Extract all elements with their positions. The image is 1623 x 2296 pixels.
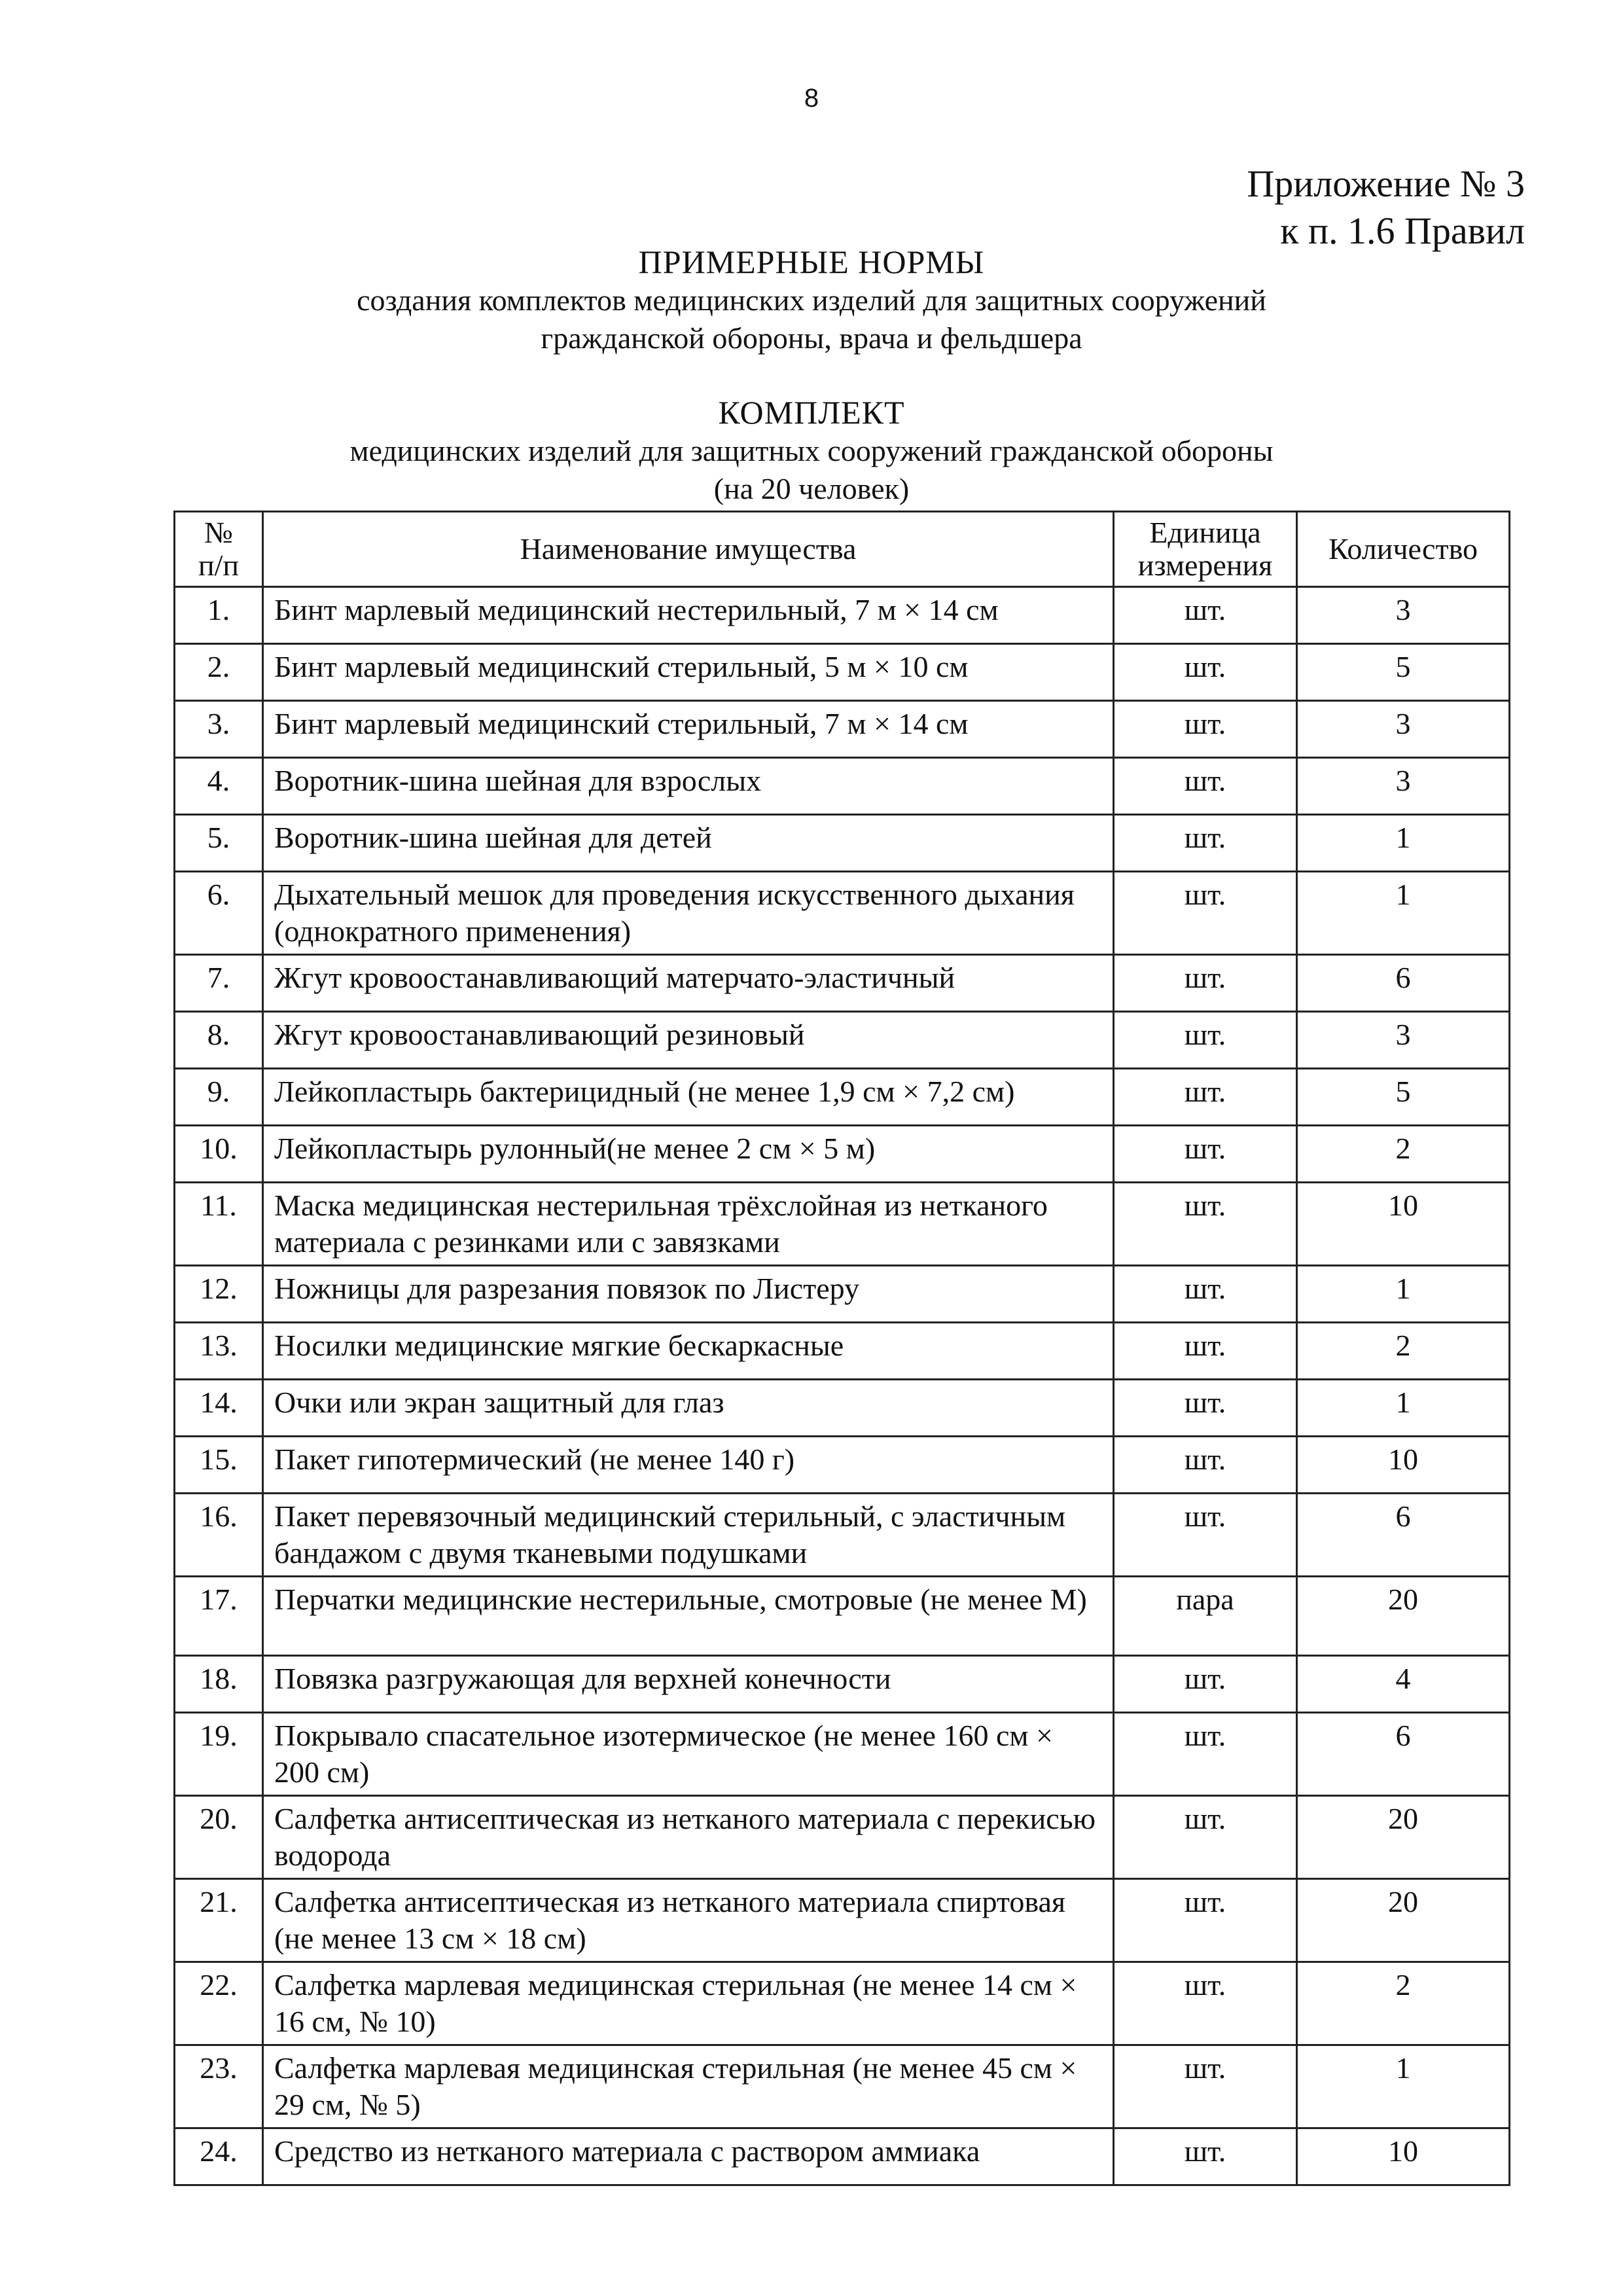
item-quantity: 10 bbox=[1297, 2128, 1510, 2185]
table-row bbox=[175, 955, 1510, 1012]
item-unit: шт. bbox=[1114, 815, 1297, 872]
table-row bbox=[175, 1183, 1510, 1266]
row-number: 8. bbox=[175, 1012, 263, 1069]
table-row bbox=[175, 1494, 1510, 1577]
item-quantity: 1 bbox=[1297, 2045, 1510, 2128]
header-quantity: Количество bbox=[1297, 512, 1510, 587]
item-name: Жгут кровоостанавливающий резиновый bbox=[263, 1012, 1114, 1069]
row-number: 13. bbox=[175, 1323, 263, 1380]
item-unit: шт. bbox=[1114, 1183, 1297, 1266]
item-quantity: 3 bbox=[1297, 758, 1510, 815]
item-unit: шт. bbox=[1114, 1380, 1297, 1437]
item-unit: шт. bbox=[1114, 1069, 1297, 1126]
item-quantity: 1 bbox=[1297, 815, 1510, 872]
item-quantity: 20 bbox=[1297, 1796, 1510, 1879]
item-quantity: 2 bbox=[1297, 1962, 1510, 2045]
item-name: Воротник-шина шейная для взрослых bbox=[263, 758, 1114, 815]
item-quantity: 10 bbox=[1297, 1183, 1510, 1266]
item-quantity: 5 bbox=[1297, 644, 1510, 701]
item-unit: шт. bbox=[1114, 1126, 1297, 1183]
row-number: 24. bbox=[175, 2128, 263, 2185]
item-name: Салфетка марлевая медицинская стерильная (не менее 14 см × 16 см, № 10) bbox=[263, 1962, 1114, 2045]
item-unit: шт. bbox=[1114, 1713, 1297, 1796]
kit-title: КОМПЛЕКТ bbox=[718, 394, 905, 431]
kit-table bbox=[173, 511, 1510, 2186]
item-name: Бинт марлевый медицинский стерильный, 5 м × 10 см bbox=[263, 644, 1114, 701]
item-quantity: 20 bbox=[1297, 1879, 1510, 1962]
table-row bbox=[175, 644, 1510, 701]
table-row bbox=[175, 1437, 1510, 1494]
appendix-number: Приложение № 3 bbox=[1247, 162, 1525, 205]
page-number: 8 bbox=[804, 84, 819, 113]
item-name: Очки или экран защитный для глаз bbox=[263, 1380, 1114, 1437]
item-unit: шт. bbox=[1114, 1012, 1297, 1069]
row-number: 9. bbox=[175, 1069, 263, 1126]
table-row bbox=[175, 1266, 1510, 1323]
header-number-line1: № bbox=[204, 516, 233, 549]
item-unit: шт. bbox=[1114, 1796, 1297, 1879]
row-number: 10. bbox=[175, 1126, 263, 1183]
item-quantity: 4 bbox=[1297, 1656, 1510, 1713]
row-number: 15. bbox=[175, 1437, 263, 1494]
header-unit-line1: Единица bbox=[1149, 516, 1261, 549]
row-number: 18. bbox=[175, 1656, 263, 1713]
item-quantity: 10 bbox=[1297, 1437, 1510, 1494]
item-unit: шт. bbox=[1114, 1323, 1297, 1380]
table-body bbox=[175, 587, 1510, 2185]
item-unit: шт. bbox=[1114, 1879, 1297, 1962]
table-row bbox=[175, 1069, 1510, 1126]
item-name: Лейкопластырь рулонный(не менее 2 см × 5 м) bbox=[263, 1126, 1114, 1183]
item-name: Дыхательный мешок для проведения искусственного дыхания (однократного применения) bbox=[263, 872, 1114, 955]
item-quantity: 3 bbox=[1297, 1012, 1510, 1069]
item-unit: шт. bbox=[1114, 955, 1297, 1012]
row-number: 23. bbox=[175, 2045, 263, 2128]
item-quantity: 3 bbox=[1297, 701, 1510, 758]
item-unit: шт. bbox=[1114, 2128, 1297, 2185]
item-name: Лейкопластырь бактерицидный (не менее 1,9 см × 7,2 см) bbox=[263, 1069, 1114, 1126]
row-number: 3. bbox=[175, 701, 263, 758]
item-unit: шт. bbox=[1114, 872, 1297, 955]
table-row bbox=[175, 587, 1510, 644]
table-row bbox=[175, 1879, 1510, 1962]
row-number: 21. bbox=[175, 1879, 263, 1962]
item-name: Салфетка антисептическая из нетканого материала с перекисью водорода bbox=[263, 1796, 1114, 1879]
row-number: 7. bbox=[175, 955, 263, 1012]
norms-title: ПРИМЕРНЫЕ НОРМЫ bbox=[638, 243, 985, 280]
item-quantity: 1 bbox=[1297, 1266, 1510, 1323]
item-name: Пакет гипотермический (не менее 140 г) bbox=[263, 1437, 1114, 1494]
item-name: Носилки медицинские мягкие бескаркасные bbox=[263, 1323, 1114, 1380]
item-unit: шт. bbox=[1114, 1656, 1297, 1713]
item-quantity: 1 bbox=[1297, 1380, 1510, 1437]
item-unit: шт. bbox=[1114, 1266, 1297, 1323]
row-number: 20. bbox=[175, 1796, 263, 1879]
item-name: Салфетка марлевая медицинская стерильная (не менее 45 см × 29 см, № 5) bbox=[263, 2045, 1114, 2128]
item-unit: шт. bbox=[1114, 1962, 1297, 2045]
appendix-rule-ref: к п. 1.6 Правил bbox=[1280, 209, 1525, 252]
item-unit: пара bbox=[1114, 1577, 1297, 1656]
item-quantity: 6 bbox=[1297, 1494, 1510, 1577]
item-unit: шт. bbox=[1114, 758, 1297, 815]
table-row bbox=[175, 1796, 1510, 1879]
kit-subtitle-line1: медицинских изделий для защитных сооружений гражданской обороны bbox=[349, 434, 1274, 467]
norms-subtitle-line2: гражданской обороны, врача и фельдшера bbox=[541, 321, 1082, 355]
table-row bbox=[175, 1577, 1510, 1656]
row-number: 2. bbox=[175, 644, 263, 701]
table-row bbox=[175, 872, 1510, 955]
kit-subtitle-line2: (на 20 человек) bbox=[713, 472, 910, 505]
item-name: Бинт марлевый медицинский стерильный, 7 м × 14 см bbox=[263, 701, 1114, 758]
item-unit: шт. bbox=[1114, 1494, 1297, 1577]
item-name: Ножницы для разрезания повязок по Листеру bbox=[263, 1266, 1114, 1323]
item-unit: шт. bbox=[1114, 2045, 1297, 2128]
table-row bbox=[175, 2045, 1510, 2128]
kit-heading bbox=[0, 393, 1623, 508]
table-row bbox=[175, 1713, 1510, 1796]
table-row bbox=[175, 1126, 1510, 1183]
item-name: Средство из нетканого материала с раствором аммиака bbox=[263, 2128, 1114, 2185]
item-quantity: 2 bbox=[1297, 1323, 1510, 1380]
header-number-line2: п/п bbox=[198, 548, 239, 582]
item-name: Покрывало спасательное изотермическое (не менее 160 см × 200 см) bbox=[263, 1713, 1114, 1796]
item-quantity: 6 bbox=[1297, 955, 1510, 1012]
header-unit-line2: измерения bbox=[1137, 548, 1273, 582]
table-row bbox=[175, 1380, 1510, 1437]
item-name: Маска медицинская нестерильная трёхслойная из нетканого материала с резинками или с завязками bbox=[263, 1183, 1114, 1266]
table-row bbox=[175, 758, 1510, 815]
table-row bbox=[175, 1323, 1510, 1380]
item-unit: шт. bbox=[1114, 701, 1297, 758]
table-header-row bbox=[175, 512, 1510, 587]
item-name: Перчатки медицинские нестерильные, смотровые (не менее М) bbox=[263, 1577, 1114, 1656]
item-unit: шт. bbox=[1114, 587, 1297, 644]
row-number: 14. bbox=[175, 1380, 263, 1437]
item-name: Бинт марлевый медицинский нестерильный, 7 м × 14 см bbox=[263, 587, 1114, 644]
table-row bbox=[175, 701, 1510, 758]
header-number bbox=[175, 512, 263, 587]
table-row bbox=[175, 1012, 1510, 1069]
item-name: Салфетка антисептическая из нетканого материала спиртовая (не менее 13 см × 18 см) bbox=[263, 1879, 1114, 1962]
row-number: 4. bbox=[175, 758, 263, 815]
item-quantity: 6 bbox=[1297, 1713, 1510, 1796]
row-number: 12. bbox=[175, 1266, 263, 1323]
item-quantity: 5 bbox=[1297, 1069, 1510, 1126]
row-number: 16. bbox=[175, 1494, 263, 1577]
row-number: 6. bbox=[175, 872, 263, 955]
item-quantity: 2 bbox=[1297, 1126, 1510, 1183]
row-number: 1. bbox=[175, 587, 263, 644]
norms-heading bbox=[0, 242, 1623, 357]
table-row bbox=[175, 2128, 1510, 2185]
item-quantity: 20 bbox=[1297, 1577, 1510, 1656]
row-number: 5. bbox=[175, 815, 263, 872]
appendix-reference bbox=[1247, 160, 1525, 255]
table-row bbox=[175, 815, 1510, 872]
item-name: Повязка разгружающая для верхней конечности bbox=[263, 1656, 1114, 1713]
norms-subtitle-line1: создания комплектов медицинских изделий для защитных сооружений bbox=[357, 283, 1266, 317]
item-quantity: 1 bbox=[1297, 872, 1510, 955]
item-name: Пакет перевязочный медицинский стерильный, с эластичным бандажом с двумя тканевыми подушками bbox=[263, 1494, 1114, 1577]
item-unit: шт. bbox=[1114, 1437, 1297, 1494]
table-row bbox=[175, 1962, 1510, 2045]
item-unit: шт. bbox=[1114, 644, 1297, 701]
row-number: 22. bbox=[175, 1962, 263, 2045]
row-number: 17. bbox=[175, 1577, 263, 1656]
header-name: Наименование имущества bbox=[263, 512, 1114, 587]
item-name: Воротник-шина шейная для детей bbox=[263, 815, 1114, 872]
item-name: Жгут кровоостанавливающий матерчато-эластичный bbox=[263, 955, 1114, 1012]
header-unit bbox=[1114, 512, 1297, 587]
row-number: 11. bbox=[175, 1183, 263, 1266]
table-row bbox=[175, 1656, 1510, 1713]
item-quantity: 3 bbox=[1297, 587, 1510, 644]
row-number: 19. bbox=[175, 1713, 263, 1796]
